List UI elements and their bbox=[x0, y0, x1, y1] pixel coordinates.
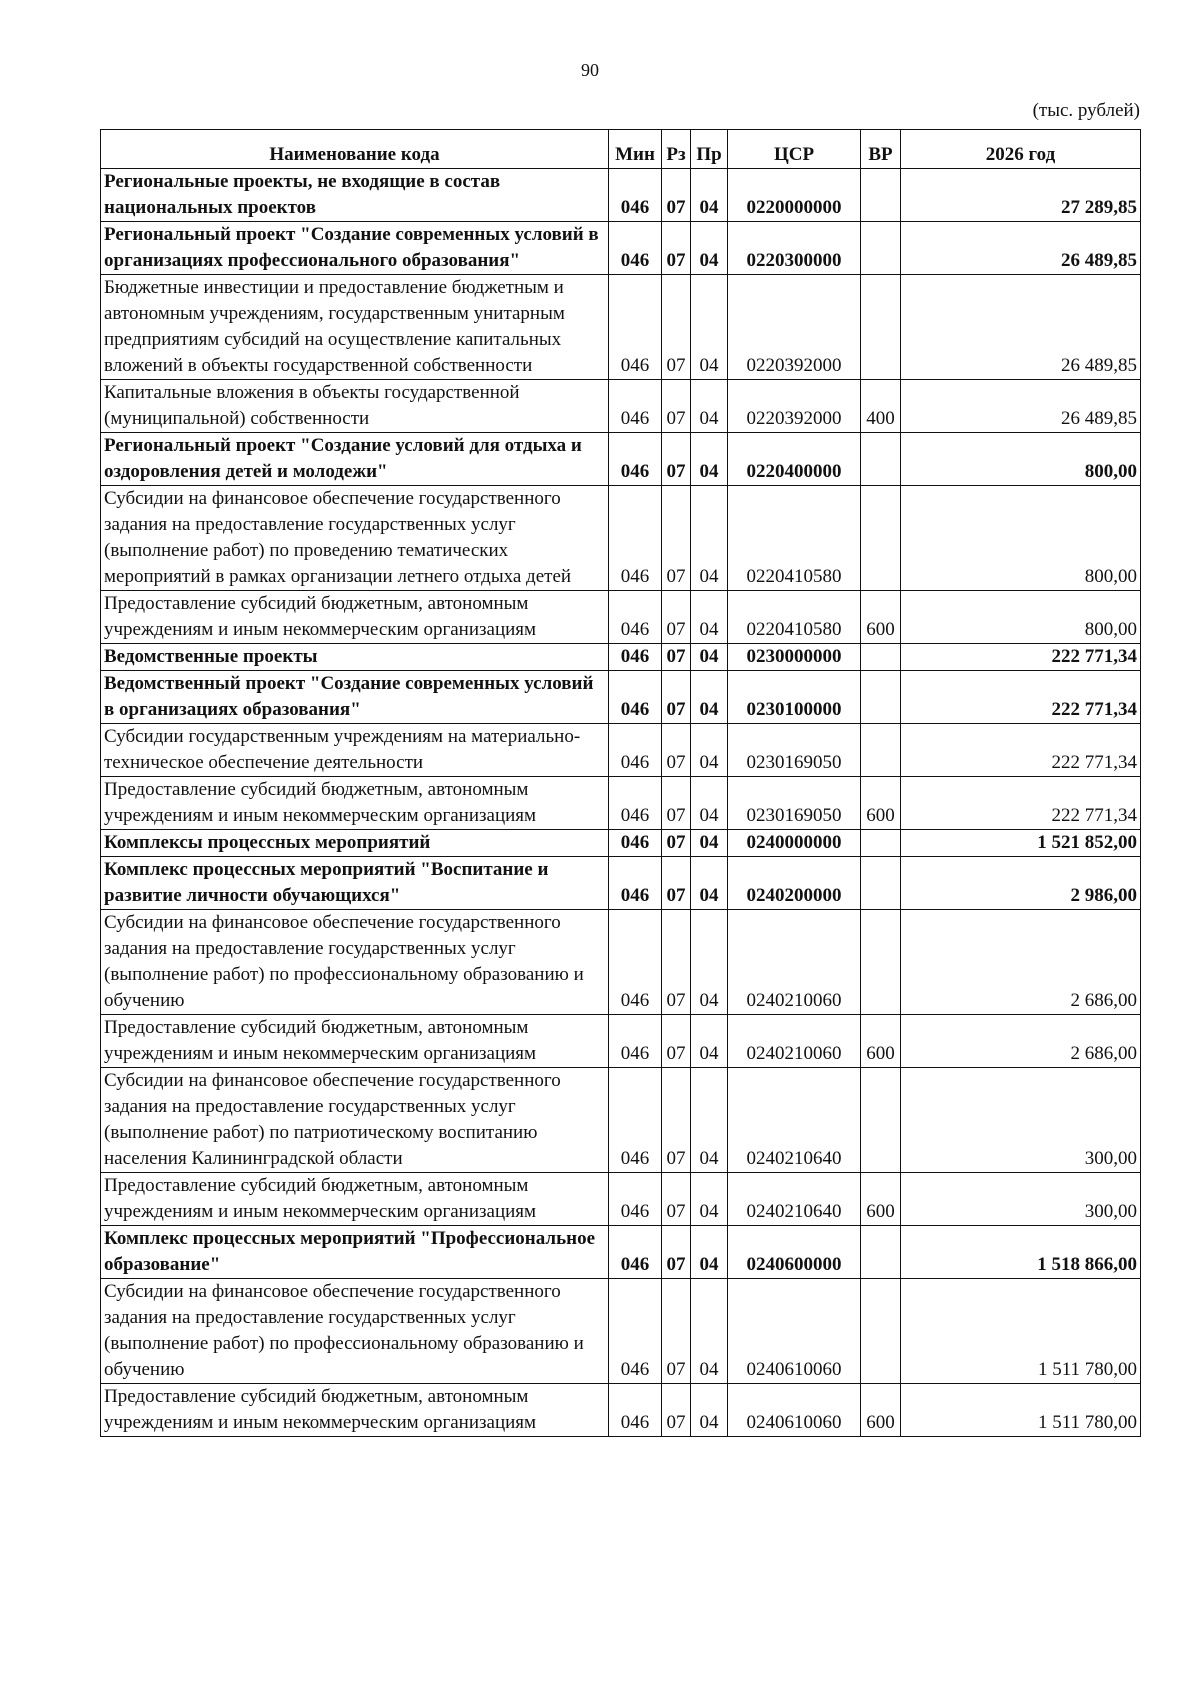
cell-csr: 0220400000 bbox=[728, 433, 861, 486]
cell-sum: 1 511 780,00 bbox=[901, 1384, 1141, 1437]
cell-vr bbox=[861, 1068, 901, 1173]
cell-min: 046 bbox=[609, 433, 662, 486]
cell-min: 046 bbox=[609, 671, 662, 724]
cell-sum: 1 518 866,00 bbox=[901, 1226, 1141, 1279]
table-row bbox=[101, 644, 1141, 671]
cell-pr: 04 bbox=[691, 275, 728, 380]
cell-min: 046 bbox=[609, 724, 662, 777]
cell-min: 046 bbox=[609, 857, 662, 910]
cell-csr: 0240210060 bbox=[728, 910, 861, 1015]
cell-pr: 04 bbox=[691, 830, 728, 857]
cell-rz: 07 bbox=[662, 671, 691, 724]
table-row bbox=[101, 169, 1141, 222]
cell-name: Предоставление субсидий бюджетным, автономным учреждениям и иным некоммерческим организациям bbox=[101, 591, 609, 644]
cell-rz: 07 bbox=[662, 830, 691, 857]
cell-vr bbox=[861, 1279, 901, 1384]
cell-sum: 222 771,34 bbox=[901, 777, 1141, 830]
cell-rz: 07 bbox=[662, 1226, 691, 1279]
cell-pr: 04 bbox=[691, 671, 728, 724]
table-row bbox=[101, 1015, 1141, 1068]
cell-pr: 04 bbox=[691, 1068, 728, 1173]
cell-name: Субсидии на финансовое обеспечение государственного задания на предоставление государственных услуг (выполнение работ) по профессиональному образованию и обучению bbox=[101, 910, 609, 1015]
cell-vr bbox=[861, 724, 901, 777]
cell-sum: 2 686,00 bbox=[901, 910, 1141, 1015]
cell-vr bbox=[861, 275, 901, 380]
cell-min: 046 bbox=[609, 1015, 662, 1068]
cell-csr: 0240610060 bbox=[728, 1279, 861, 1384]
header-pr: Пр bbox=[691, 130, 728, 169]
cell-sum: 300,00 bbox=[901, 1173, 1141, 1226]
table-row bbox=[101, 433, 1141, 486]
cell-sum: 1 521 852,00 bbox=[901, 830, 1141, 857]
cell-min: 046 bbox=[609, 380, 662, 433]
cell-csr: 0240610060 bbox=[728, 1384, 861, 1437]
table-row bbox=[101, 1173, 1141, 1226]
cell-min: 046 bbox=[609, 1226, 662, 1279]
cell-rz: 07 bbox=[662, 275, 691, 380]
cell-min: 046 bbox=[609, 830, 662, 857]
table-row bbox=[101, 777, 1141, 830]
cell-sum: 222 771,34 bbox=[901, 644, 1141, 671]
cell-vr: 600 bbox=[861, 1015, 901, 1068]
cell-name: Региональные проекты, не входящие в состав национальных проектов bbox=[101, 169, 609, 222]
cell-csr: 0240210640 bbox=[728, 1173, 861, 1226]
cell-sum: 2 686,00 bbox=[901, 1015, 1141, 1068]
cell-csr: 0220392000 bbox=[728, 380, 861, 433]
table-row bbox=[101, 910, 1141, 1015]
cell-sum: 222 771,34 bbox=[901, 724, 1141, 777]
cell-rz: 07 bbox=[662, 644, 691, 671]
table-row bbox=[101, 830, 1141, 857]
cell-min: 046 bbox=[609, 222, 662, 275]
cell-name: Комплекс процессных мероприятий "Воспитание и развитие личности обучающихся" bbox=[101, 857, 609, 910]
cell-name: Региональный проект "Создание условий для отдыха и оздоровления детей и молодежи" bbox=[101, 433, 609, 486]
cell-name: Комплекс процессных мероприятий "Профессиональное образование" bbox=[101, 1226, 609, 1279]
cell-csr: 0240600000 bbox=[728, 1226, 861, 1279]
cell-csr: 0230000000 bbox=[728, 644, 861, 671]
cell-csr: 0230169050 bbox=[728, 777, 861, 830]
cell-vr: 600 bbox=[861, 591, 901, 644]
cell-rz: 07 bbox=[662, 1384, 691, 1437]
cell-name: Ведомственный проект "Создание современных условий в организациях образования" bbox=[101, 671, 609, 724]
table-row bbox=[101, 380, 1141, 433]
page-number: 90 bbox=[581, 60, 599, 80]
cell-sum: 800,00 bbox=[901, 486, 1141, 591]
cell-sum: 2 986,00 bbox=[901, 857, 1141, 910]
cell-rz: 07 bbox=[662, 380, 691, 433]
cell-pr: 04 bbox=[691, 486, 728, 591]
cell-csr: 0220392000 bbox=[728, 275, 861, 380]
cell-name: Предоставление субсидий бюджетным, автономным учреждениям и иным некоммерческим организациям bbox=[101, 1173, 609, 1226]
cell-csr: 0240210640 bbox=[728, 1068, 861, 1173]
cell-pr: 04 bbox=[691, 1015, 728, 1068]
cell-rz: 07 bbox=[662, 591, 691, 644]
header-name: Наименование кода bbox=[101, 130, 609, 169]
cell-vr bbox=[861, 169, 901, 222]
cell-vr bbox=[861, 910, 901, 1015]
table-row bbox=[101, 1068, 1141, 1173]
cell-min: 046 bbox=[609, 169, 662, 222]
table-row bbox=[101, 724, 1141, 777]
cell-name: Региональный проект "Создание современных условий в организациях профессионального образования" bbox=[101, 222, 609, 275]
cell-rz: 07 bbox=[662, 1068, 691, 1173]
cell-vr bbox=[861, 671, 901, 724]
table-body bbox=[101, 169, 1141, 1437]
cell-rz: 07 bbox=[662, 724, 691, 777]
cell-name: Субсидии государственным учреждениям на материально-техническое обеспечение деятельности bbox=[101, 724, 609, 777]
cell-pr: 04 bbox=[691, 724, 728, 777]
cell-name: Субсидии на финансовое обеспечение государственного задания на предоставление государственных услуг (выполнение работ) по профессиональному образованию и обучению bbox=[101, 1279, 609, 1384]
cell-pr: 04 bbox=[691, 380, 728, 433]
table-row bbox=[101, 1226, 1141, 1279]
cell-sum: 26 489,85 bbox=[901, 222, 1141, 275]
cell-sum: 222 771,34 bbox=[901, 671, 1141, 724]
table-row bbox=[101, 1384, 1141, 1437]
cell-csr: 0220300000 bbox=[728, 222, 861, 275]
cell-sum: 1 511 780,00 bbox=[901, 1279, 1141, 1384]
cell-pr: 04 bbox=[691, 1384, 728, 1437]
cell-csr: 0220410580 bbox=[728, 486, 861, 591]
cell-pr: 04 bbox=[691, 1173, 728, 1226]
cell-min: 046 bbox=[609, 275, 662, 380]
cell-rz: 07 bbox=[662, 1015, 691, 1068]
table-row bbox=[101, 1279, 1141, 1384]
cell-rz: 07 bbox=[662, 433, 691, 486]
units-label: (тыс. рублей) bbox=[1032, 100, 1140, 121]
cell-sum: 800,00 bbox=[901, 591, 1141, 644]
cell-min: 046 bbox=[609, 1068, 662, 1173]
cell-name: Субсидии на финансовое обеспечение государственного задания на предоставление государственных услуг (выполнение работ) по патриотическому воспитанию населения Калининградской области bbox=[101, 1068, 609, 1173]
cell-vr bbox=[861, 433, 901, 486]
cell-rz: 07 bbox=[662, 777, 691, 830]
cell-vr bbox=[861, 830, 901, 857]
cell-min: 046 bbox=[609, 1173, 662, 1226]
cell-csr: 0240210060 bbox=[728, 1015, 861, 1068]
cell-vr bbox=[861, 486, 901, 591]
cell-csr: 0220000000 bbox=[728, 169, 861, 222]
table-row bbox=[101, 486, 1141, 591]
header-csr: ЦСР bbox=[728, 130, 861, 169]
cell-pr: 04 bbox=[691, 777, 728, 830]
table-row bbox=[101, 671, 1141, 724]
cell-pr: 04 bbox=[691, 857, 728, 910]
cell-name: Предоставление субсидий бюджетным, автономным учреждениям и иным некоммерческим организациям bbox=[101, 1384, 609, 1437]
cell-vr: 400 bbox=[861, 380, 901, 433]
cell-name: Капитальные вложения в объекты государственной (муниципальной) собственности bbox=[101, 380, 609, 433]
cell-name: Ведомственные проекты bbox=[101, 644, 609, 671]
table-row bbox=[101, 857, 1141, 910]
cell-min: 046 bbox=[609, 1384, 662, 1437]
header-vr: ВР bbox=[861, 130, 901, 169]
table-row bbox=[101, 591, 1141, 644]
cell-pr: 04 bbox=[691, 591, 728, 644]
cell-name: Предоставление субсидий бюджетным, автономным учреждениям и иным некоммерческим организациям bbox=[101, 1015, 609, 1068]
cell-pr: 04 bbox=[691, 910, 728, 1015]
cell-csr: 0240000000 bbox=[728, 830, 861, 857]
cell-pr: 04 bbox=[691, 1279, 728, 1384]
cell-min: 046 bbox=[609, 910, 662, 1015]
cell-sum: 26 489,85 bbox=[901, 275, 1141, 380]
cell-name: Бюджетные инвестиции и предоставление бюджетным и автономным учреждениям, государственным унитарным предприятиям субсидий на осуществление капитальных вложений в объекты государственной собственности bbox=[101, 275, 609, 380]
cell-sum: 27 289,85 bbox=[901, 169, 1141, 222]
cell-name: Комплексы процессных мероприятий bbox=[101, 830, 609, 857]
cell-min: 046 bbox=[609, 644, 662, 671]
cell-rz: 07 bbox=[662, 222, 691, 275]
cell-min: 046 bbox=[609, 486, 662, 591]
table-row bbox=[101, 222, 1141, 275]
cell-vr bbox=[861, 857, 901, 910]
cell-rz: 07 bbox=[662, 910, 691, 1015]
header-rz: Рз bbox=[662, 130, 691, 169]
cell-pr: 04 bbox=[691, 222, 728, 275]
cell-vr: 600 bbox=[861, 1384, 901, 1437]
budget-table bbox=[100, 129, 1141, 1437]
header-sum: 2026 год bbox=[901, 130, 1141, 169]
cell-sum: 800,00 bbox=[901, 433, 1141, 486]
cell-pr: 04 bbox=[691, 644, 728, 671]
cell-min: 046 bbox=[609, 591, 662, 644]
cell-vr: 600 bbox=[861, 777, 901, 830]
cell-vr: 600 bbox=[861, 1173, 901, 1226]
cell-vr bbox=[861, 644, 901, 671]
cell-sum: 26 489,85 bbox=[901, 380, 1141, 433]
cell-csr: 0240200000 bbox=[728, 857, 861, 910]
cell-sum: 300,00 bbox=[901, 1068, 1141, 1173]
cell-rz: 07 bbox=[662, 1279, 691, 1384]
cell-name: Субсидии на финансовое обеспечение государственного задания на предоставление государственных услуг (выполнение работ) по проведению тематических мероприятий в рамках организации летнего отдыха детей bbox=[101, 486, 609, 591]
table-header-row bbox=[101, 130, 1141, 169]
cell-vr bbox=[861, 222, 901, 275]
cell-name: Предоставление субсидий бюджетным, автономным учреждениям и иным некоммерческим организациям bbox=[101, 777, 609, 830]
cell-csr: 0230100000 bbox=[728, 671, 861, 724]
cell-rz: 07 bbox=[662, 169, 691, 222]
cell-min: 046 bbox=[609, 1279, 662, 1384]
cell-csr: 0220410580 bbox=[728, 591, 861, 644]
cell-csr: 0230169050 bbox=[728, 724, 861, 777]
cell-rz: 07 bbox=[662, 486, 691, 591]
cell-vr bbox=[861, 1226, 901, 1279]
cell-min: 046 bbox=[609, 777, 662, 830]
cell-pr: 04 bbox=[691, 433, 728, 486]
table-row bbox=[101, 275, 1141, 380]
cell-pr: 04 bbox=[691, 1226, 728, 1279]
cell-pr: 04 bbox=[691, 169, 728, 222]
header-min: Мин bbox=[609, 130, 662, 169]
cell-rz: 07 bbox=[662, 857, 691, 910]
cell-rz: 07 bbox=[662, 1173, 691, 1226]
